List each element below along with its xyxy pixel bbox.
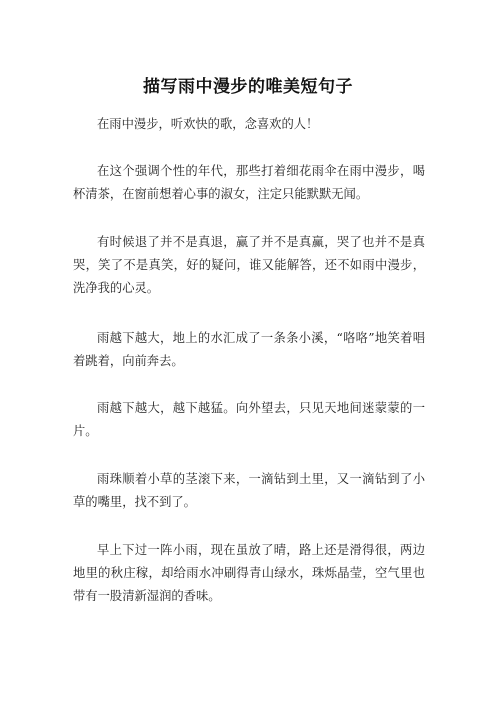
paragraph-6: 雨珠顺着小草的茎滚下来，一滴钻到土里，又一滴钻到了小草的嘴里，找不到了。 bbox=[73, 472, 425, 509]
paragraph-5: 雨越下越大，越下越猛。向外望去，只见天地间迷蒙蒙的一片。 bbox=[73, 401, 425, 438]
paragraph-3: 有时候退了并不是真退，赢了并不是真赢，哭了也并不是真哭，笑了不是真笑，好的疑问，谁又能解答，还不如雨中漫步，洗净我的心灵。 bbox=[73, 235, 425, 295]
paragraph-2: 在这个强调个性的年代，那些打着细花雨伞在雨中漫步，喝杯清茶，在窗前想着心事的淑女，注定只能默默无闻。 bbox=[73, 164, 425, 201]
paragraph-1: 在雨中漫步，听欢快的歌，念喜欢的人！ bbox=[97, 117, 319, 131]
paragraph-7: 早上下过一阵小雨，现在虽放了晴，路上还是滑得很，两边地里的秋庄稼，却给雨水冲刷得青山绿水，珠烁晶莹，空气里也带有一股清新湿润的香味。 bbox=[73, 543, 425, 603]
paragraph-4: 雨越下越大，地上的水汇成了一条条小溪，“咯咯”地笑着唱着跳着，向前奔去。 bbox=[73, 331, 425, 368]
document-title: 描写雨中漫步的唯美短句子 bbox=[143, 77, 353, 97]
